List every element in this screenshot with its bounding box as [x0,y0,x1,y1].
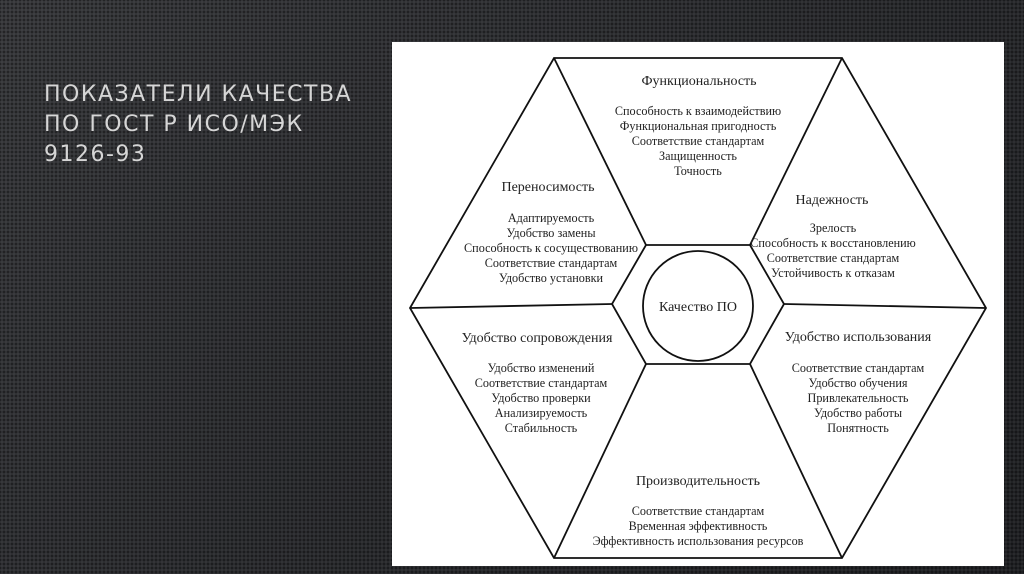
section-item: Адаптируемость [507,211,595,225]
slide-title-line-1: ПОКАЗАТЕЛИ КАЧЕСТВА [44,82,353,107]
hexagon-diagram [392,42,1004,566]
section-item: Удобство проверки [491,391,591,405]
slide-title [44,80,384,170]
section-item: Защищенность [659,149,737,163]
section-item: Соответствие стандартам [484,256,618,270]
section-reliability [750,193,916,280]
section-item: Анализируемость [494,406,588,420]
section-title-functionality: Функциональность [641,74,757,89]
section-usability [785,330,932,435]
section-portability [464,180,638,285]
section-item: Зрелость [809,221,857,235]
section-item: Стабильность [504,421,578,435]
section-title-reliability: Надежность [795,193,869,208]
section-item: Удобство замены [506,226,596,240]
section-item: Соответствие стандартам [791,361,925,375]
section-item: Понятность [827,421,889,435]
section-item: Способность к взаимодействию [614,104,782,118]
section-functionality [615,74,781,178]
section-title-portability: Переносимость [501,180,595,195]
quality-hexagon-figure [392,42,1004,566]
section-item: Временная эффективность [628,519,768,533]
section-item: Удобство обучения [808,376,908,390]
spoke-left [410,304,612,308]
section-item: Привлекательность [807,391,909,405]
section-item: Удобство изменений [487,361,595,375]
section-item: Точность [674,164,722,178]
slide-title-line-3: 9126-93 [44,142,147,167]
section-item: Соответствие стандартам [766,251,900,265]
slide-title-line-2: ПО ГОСТ Р ИСО/МЭК [44,112,304,137]
section-item: Удобство работы [813,406,903,420]
section-item: Соответствие стандартам [474,376,608,390]
section-item: Способность к сосуществованию [464,241,638,255]
section-title-usability: Удобство использования [784,330,932,345]
spoke-top-right [750,58,842,245]
section-item: Устойчивость к отказам [771,266,895,280]
section-item: Соответствие стандартам [631,504,765,518]
section-title-performance: Производительность [635,474,761,489]
section-performance [593,474,804,548]
section-item: Способность к восстановлению [750,236,916,250]
center-label: Качество ПО [659,300,737,315]
spoke-right [784,304,986,308]
section-item: Удобство установки [498,271,604,285]
section-title-maintainability: Удобство сопровождения [461,331,613,346]
section-item: Соответствие стандартам [631,134,765,148]
section-item: Эффективность использования ресурсов [592,534,804,548]
section-item: Функциональная пригодность [619,119,777,133]
section-maintainability [462,331,613,435]
